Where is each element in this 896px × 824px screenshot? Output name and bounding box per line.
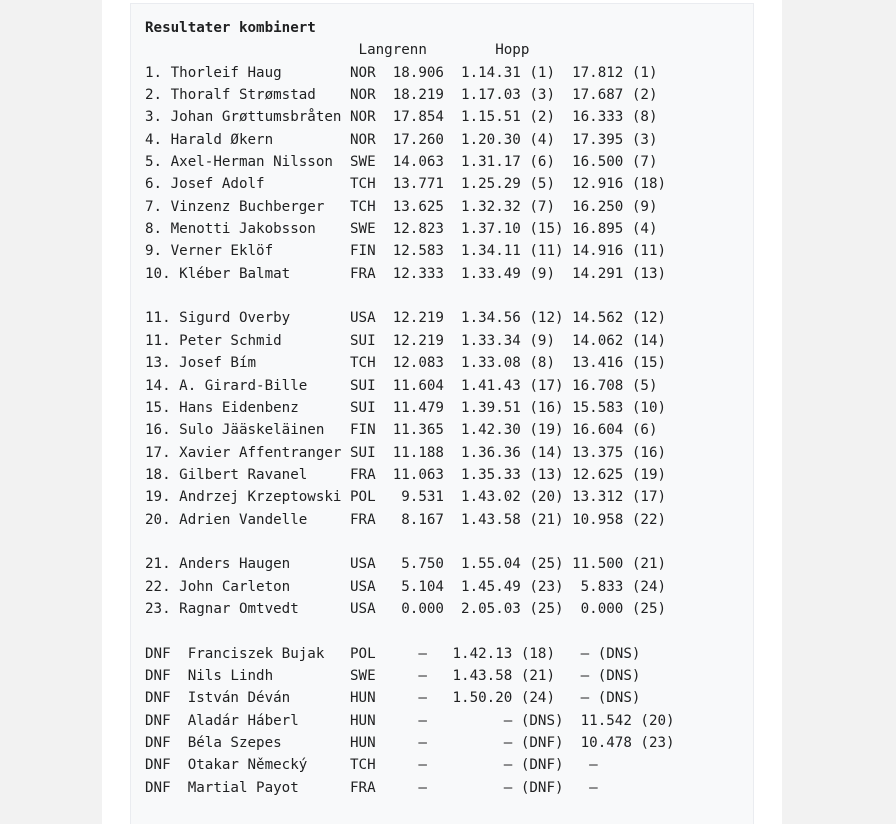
- result-row: 15. Hans Eidenbenz SUI 11.479 1.39.51 (16) 15.583 (10): [145, 399, 667, 416]
- result-row: 19. Andrzej Krzeptowski POL 9.531 1.43.02 (20) 13.312 (17): [145, 489, 667, 506]
- result-row: 2. Thoralf Strømstad NOR 18.219 1.17.03 (3) 17.687 (2): [145, 87, 658, 104]
- result-row: 8. Menotti Jakobsson SWE 12.823 1.37.10 (15) 16.895 (4): [145, 221, 658, 238]
- result-row: 14. A. Girard-Bille SUI 11.604 1.41.43 (17) 16.708 (5): [145, 377, 658, 394]
- result-row: 10. Kléber Balmat FRA 12.333 1.33.49 (9) 14.291 (13): [145, 265, 667, 282]
- result-row: 6. Josef Adolf TCH 13.771 1.25.29 (5) 12.916 (18): [145, 176, 667, 193]
- result-row: 22. John Carleton USA 5.104 1.45.49 (23) 5.833 (24): [145, 578, 667, 595]
- result-row: 16. Sulo Jääskeläinen FIN 11.365 1.42.30 (19) 16.604 (6): [145, 422, 658, 439]
- results-text: [145, 17, 675, 799]
- dnf-row: DNF Aladár Háberl HUN – – (DNS) 11.542 (20): [145, 712, 675, 729]
- dnf-row: DNF Nils Lindh SWE – 1.43.58 (21) – (DNS): [145, 667, 641, 684]
- result-row: 3. Johan Grøttumsbråten NOR 17.854 1.15.51 (2) 16.333 (8): [145, 109, 658, 126]
- column-headers: Langrenn Hopp: [145, 42, 530, 59]
- result-row: 7. Vinzenz Buchberger TCH 13.625 1.32.32 (7) 16.250 (9): [145, 198, 658, 215]
- dnf-row: DNF Béla Szepes HUN – – (DNF) 10.478 (23): [145, 735, 675, 751]
- result-row: 21. Anders Haugen USA 5.750 1.55.04 (25) 11.500 (21): [145, 556, 667, 573]
- results-title: Resultater kombinert: [145, 20, 316, 36]
- result-row: 5. Axel-Herman Nilsson SWE 14.063 1.31.17 (6) 16.500 (7): [145, 154, 658, 171]
- result-row: 23. Ragnar Omtvedt USA 0.000 2.05.03 (25) 0.000 (25): [145, 600, 667, 617]
- result-row: 17. Xavier Affentranger SUI 11.188 1.36.36 (14) 13.375 (16): [145, 444, 667, 461]
- blank-line: [145, 531, 675, 553]
- result-row: 11. Peter Schmid SUI 12.219 1.33.34 (9) 14.062 (14): [145, 332, 667, 349]
- blank-line: [145, 620, 675, 642]
- article-page: [102, 0, 782, 824]
- result-row: 20. Adrien Vandelle FRA 8.167 1.43.58 (21) 10.958 (22): [145, 511, 667, 528]
- dnf-row: DNF Martial Payot FRA – – (DNF) –: [145, 779, 598, 796]
- result-row: 11. Sigurd Overby USA 12.219 1.34.56 (12) 14.562 (12): [145, 310, 667, 327]
- dnf-row: DNF Otakar Německý TCH – – (DNF) –: [145, 757, 598, 774]
- result-row: 18. Gilbert Ravanel FRA 11.063 1.35.33 (13) 12.625 (19): [145, 466, 667, 483]
- preformatted-results-block: [130, 3, 754, 824]
- dnf-row: DNF István Déván HUN – 1.50.20 (24) – (DNS): [145, 690, 641, 707]
- result-row: 13. Josef Bím TCH 12.083 1.33.08 (8) 13.416 (15): [145, 355, 667, 372]
- blank-line: [145, 285, 675, 307]
- result-row: 4. Harald Økern NOR 17.260 1.20.30 (4) 17.395 (3): [145, 131, 658, 148]
- result-row: 9. Verner Eklöf FIN 12.583 1.34.11 (11) 14.916 (11): [145, 243, 667, 260]
- dnf-row: DNF Franciszek Bujak POL – 1.42.13 (18) – (DNS): [145, 645, 641, 662]
- result-row: 1. Thorleif Haug NOR 18.906 1.14.31 (1) 17.812 (1): [145, 64, 658, 81]
